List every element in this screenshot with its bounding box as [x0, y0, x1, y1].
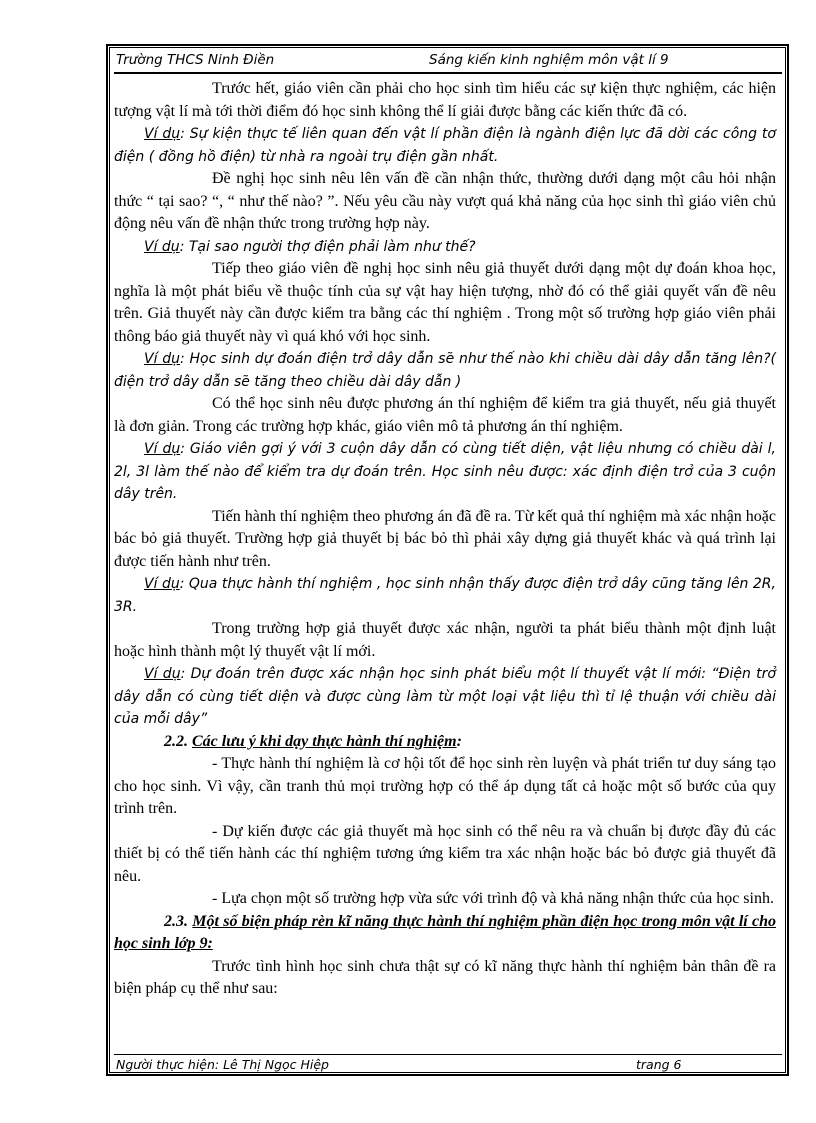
- section-2-2-heading: [114, 731, 776, 754]
- paragraph-3: Tiếp theo giáo viên đề nghị học sinh nêu giả thuyết dưới dạng một dự đoán khoa học, nghĩa là một phát biểu về thuộc tính của sự vật hay hiện tượng, nhờ đó có thể giải quyết vấn đề nêu trên. Giả thuyết này cần được kiểm tra bằng các thí nghiệm . Trong một số trường hợp giáo viên phải thông báo giả thuyết này vì quá khó với học sinh.: [114, 260, 776, 345]
- page-number: trang 6: [636, 1057, 682, 1072]
- example-text: : Qua thực hành thí nghiệm , học sinh nhận thấy được điện trở dây cũng tăng lên 2R, 3R.: [114, 576, 776, 615]
- example-text: : Sự kiện thực tế liên quan đến vật lí phần điện là ngành điện lực đã dời các công tơ điện ( đồng hồ điện) từ nhà ra ngoài trụ điện gần nhất.: [114, 126, 776, 165]
- example-2: [114, 236, 776, 259]
- example-text: : Giáo viên gợi ý với 3 cuộn dây dẫn có cùng tiết diện, vật liệu nhưng có chiều dài l, 2l, 3l làm thế nào để kiểm tra dự đoán trên. Học sinh nêu được: xác định điện trở của 3 cuộn dây trên.: [114, 441, 776, 502]
- header-school: Trường THCS Ninh Điền: [116, 52, 275, 68]
- example-4: [114, 438, 776, 506]
- paragraph-6: Trong trường hợp giả thuyết được xác nhận, người ta phát biểu thành một định luật hoặc hình thành một lý thuyết vật lí mới.: [114, 620, 776, 660]
- header-title: Sáng kiến kinh nghiệm môn vật lí 9: [429, 52, 669, 68]
- bullet-1: - Thực hành thí nghiệm là cơ hội tốt để học sinh rèn luyện và phát triển tư duy sáng tạo cho học sinh. Vì vậy, cần tranh thủ mọi trường hợp có thể áp dụng tất cả hoặc một số bước của quy trình trên.: [114, 755, 776, 817]
- paragraph-2: Đề nghị học sinh nêu lên vấn đề cần nhận thức, thường dưới dạng một câu hỏi nhận thức “ tại sao? “, “ như thế nào? ”. Nếu yêu cầu này vượt quá khả năng của học sinh thì giáo viên chủ động nêu vấn đề nhận thức trong trường hợp này.: [114, 170, 776, 232]
- footer-author: Người thực hiện: Lê Thị Ngọc Hiệp: [116, 1057, 329, 1072]
- example-6: [114, 663, 776, 731]
- page-footer: [114, 1054, 782, 1073]
- paragraph-5: Tiến hành thí nghiệm theo phương án đã đề ra. Từ kết quả thí nghiệm mà xác nhận hoặc bác bỏ giả thuyết. Trường hợp giả thuyết bị bác bỏ thì phải xây dựng giả thuyết khác và quá trình lại được tiến hành như trên.: [114, 507, 776, 570]
- example-label: Ví dụ: [144, 666, 181, 682]
- example-label: Ví dụ: [144, 351, 181, 367]
- paragraph-4: Có thể học sinh nêu được phương án thí nghiệm để kiểm tra giả thuyết, nếu giả thuyết là đơn giản. Trong các trường hợp khác, giáo viên mô tả phương án thí nghiệm.: [114, 395, 776, 435]
- bullet-3: - Lựa chọn một số trường hợp vừa sức với trình độ và khả năng nhận thức của học sinh.: [212, 890, 774, 907]
- example-5: [114, 573, 776, 618]
- example-text: : Dự đoán trên được xác nhận học sinh phát biểu một lí thuyết vật lí mới: “Điện trở dây dẫn có cùng tiết diện và được cùng làm từ một loại vật liệu thì tỉ lệ thuận với chiều dài của mỗi dây”: [114, 666, 776, 727]
- section-colon: :: [456, 732, 462, 750]
- page-header: [114, 52, 782, 74]
- section-title: Một số biện pháp rèn kĩ năng thực hành thí nghiệm phần điện học trong môn vật lí cho học sinh lớp 9:: [114, 912, 777, 952]
- example-label: Ví dụ: [144, 238, 180, 255]
- paragraph-7: Trước tình hình học sinh chưa thật sự có kĩ năng thực hành thí nghiệm bản thân đề ra biện pháp cụ thể như sau:: [114, 957, 776, 997]
- section-2-3-heading: [114, 911, 776, 956]
- paragraph-1: Trước hết, giáo viên cần phải cho học sinh tìm hiểu các sự kiện thực nghiệm, các hiện tượng vật lí mà tới thời điểm đó học sinh không thể lí giải được bằng các kiến thức đã có.: [114, 80, 776, 120]
- bullet-2: - Dự kiến được các giả thuyết mà học sinh có thể nêu ra và chuẩn bị được đầy đủ các thiết bị có thể tiến hành các thí nghiệm tương ứng kiểm tra xác nhận hoặc bác bỏ được giả thuyết đã nêu.: [114, 822, 776, 885]
- example-text: : Tại sao người thợ điện phải làm như thế?: [179, 238, 476, 255]
- section-title: Các lưu ý khi dạy thực hành thí nghiệm: [192, 732, 457, 750]
- section-number: 2.2.: [164, 732, 192, 750]
- example-3: [114, 348, 776, 393]
- example-label: Ví dụ: [144, 576, 180, 592]
- example-text: : Học sinh dự đoán điện trở dây dẫn sẽ như thế nào khi chiều dài dây dẫn tăng lên?( điện trở dây dẫn sẽ tăng theo chiều dài dây dẫn ): [114, 351, 776, 390]
- document-body: [114, 78, 776, 1001]
- section-number: 2.3.: [164, 912, 193, 930]
- example-1: [114, 123, 776, 168]
- example-label: Ví dụ: [144, 441, 181, 457]
- example-label: Ví dụ: [144, 126, 181, 142]
